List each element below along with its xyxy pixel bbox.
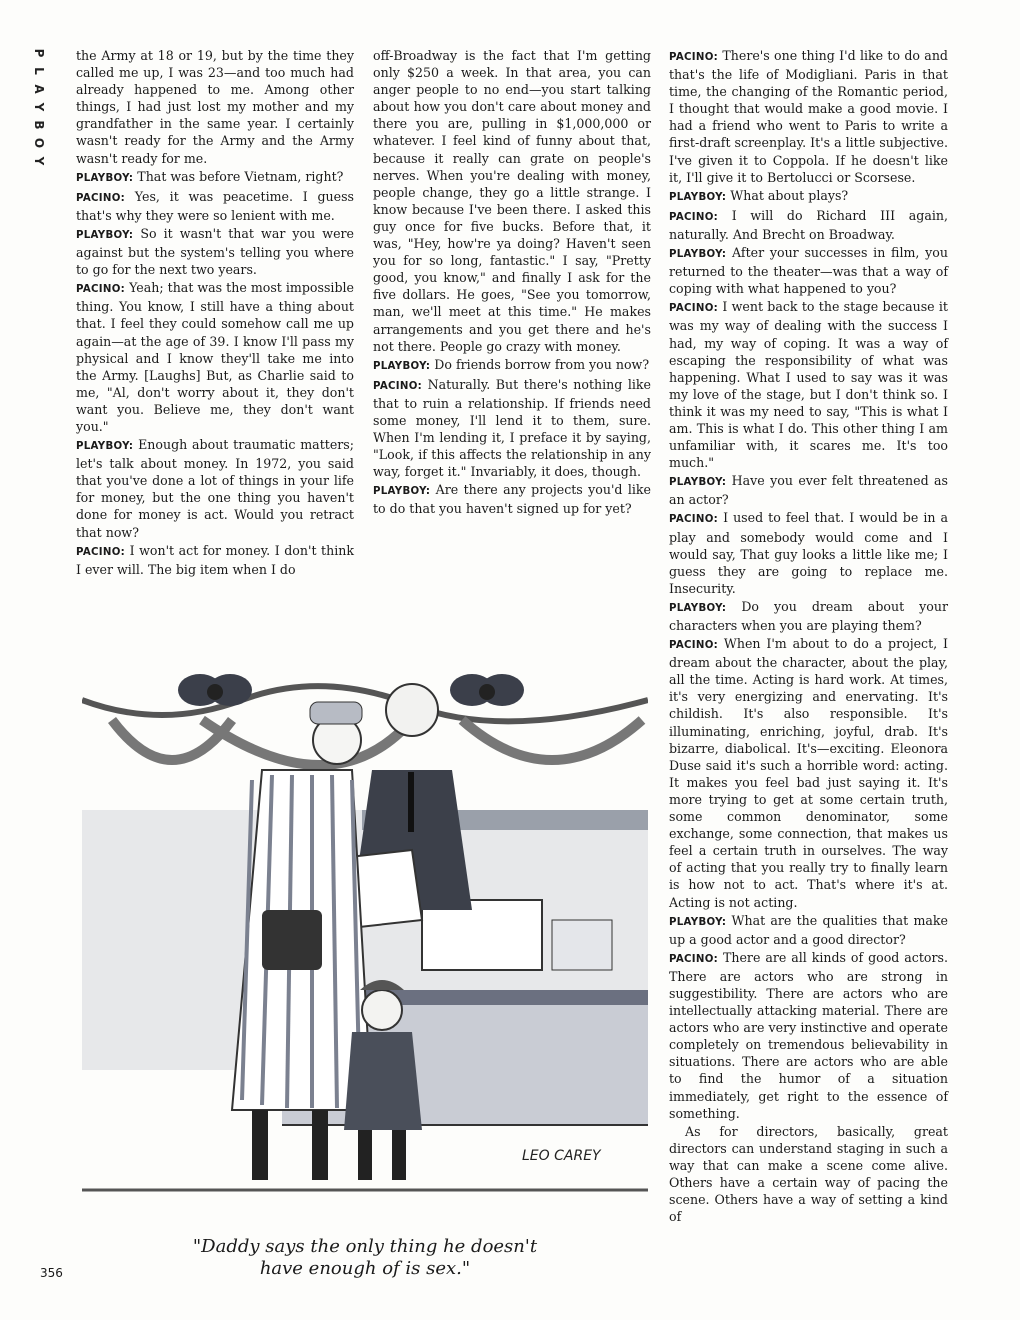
interview-paragraph (669, 635, 948, 911)
paragraph-text: I won't act for money. I don't think I ever will. The big item when I do (76, 542, 354, 577)
paragraph-text: Have you ever felt threatened as an actor? (669, 473, 948, 508)
cartoon-signature: LEO CAREY (522, 1148, 601, 1164)
speaker-label: PLAYBOY: (373, 486, 431, 498)
interview-paragraph (669, 47, 948, 186)
speaker-label: PLAYBOY: (76, 441, 134, 453)
speaker-label: PLAYBOY: (669, 191, 727, 203)
magazine-name-vertical (28, 44, 50, 170)
speaker-label: PACINO: (76, 546, 126, 558)
paragraph-text: I will do Richard III again, naturally. And Brecht on Broadway. (669, 207, 948, 242)
speaker-label: PLAYBOY: (669, 602, 727, 614)
article-column-1 (76, 47, 354, 607)
paragraph-text: Yes, it was peacetime. I guess that's why they were so lenient with me. (76, 188, 354, 223)
paragraph-text: the Army at 18 or 19, but by the time they called me up, I was 23—and too much had already happened to me. Among other things, I had just lost my mother and my grandfather in the same year. I certainly wasn't ready for the Army and the Army wasn't ready for me. (76, 48, 354, 166)
speaker-label: PACINO: (669, 953, 719, 965)
interview-paragraph (669, 472, 948, 508)
speaker-label: PLAYBOY: (669, 477, 727, 489)
interview-paragraph (669, 509, 948, 596)
cartoon-illustration (82, 660, 648, 1228)
interview-paragraph (76, 168, 354, 187)
interview-paragraph (669, 1123, 948, 1226)
interview-paragraph (669, 207, 948, 243)
paragraph-text: off-Broadway is the fact that I'm getting only $250 a week. In that area, you can anger people to no end—you start talking about how you don't care about money and there you are, pulling in $1,000,000 or whatever. I feel kind of funny about that, because it really can grate on people's nerves. When you're dealing with money, people change, they go a little strange. I know because I've been there. I asked this guy once for five bucks. Before that, it was, "Hey, how're ya doing? Haven't seen you for so long, fantastic." I say, "Pretty good, you know," and finally I ask for the five dollars. He goes, "See you tomorrow, man, we'll meet at this time." He makes arrangements and you get there and he's not there. People go crazy with money. (373, 48, 651, 354)
speaker-label: PLAYBOY: (76, 229, 134, 241)
interview-paragraph (373, 376, 651, 481)
paragraph-text: As for directors, basically, great directors can understand staging in such a way that can make a scene come alive. Others have a certain way of pacing the scene. Others have a way of setting a kind of (669, 1123, 948, 1225)
caption-line-1: "Daddy says the only thing he doesn't (192, 1236, 538, 1257)
paragraph-text: Yeah; that was the most impossible thing. You know, I still have a thing about that. I feel they could somehow call me up again—at the age of 39. I know I'll pass my physical and I know they'll take me into the Army. [Laughs] But, as Charlie said to me, "Al, don't worry about it, they don't want you. Believe me, they don't want you." (76, 280, 354, 434)
speaker-label: PACINO: (76, 284, 126, 296)
speaker-label: PACINO: (669, 514, 719, 526)
interview-paragraph (76, 436, 354, 541)
interview-paragraph (76, 279, 354, 435)
paragraph-text: I used to feel that. I would be in a play and somebody would come and I would say, That guy looks a little like me; I guess they are going to replace me. Insecurity. (669, 510, 948, 596)
paragraph-text: Naturally. But there's nothing like that to ruin a relationship. If friends need some money, I'll lend it to them, sure. When I'm lending it, I preface it by saying, "Look, if this affects the relationship in any way, forget it." Invariably, it does, though. (373, 376, 651, 480)
magazine-letter: A (32, 84, 46, 94)
speaker-label: PACINO: (373, 380, 423, 392)
magazine-letter: L (32, 67, 46, 75)
paragraph-text: What about plays? (730, 187, 849, 203)
speaker-label: PACINO: (669, 640, 719, 652)
article-column-3 (669, 47, 948, 1287)
paragraph-text: Enough about traumatic matters; let's talk about money. In 1972, you said that you've done a lot of things in your life for money, but the one thing you haven't done for money is act. Would you retract that now? (76, 437, 354, 540)
interview-paragraph (76, 188, 354, 224)
paragraph-text: What are the qualities that make up a good actor and a good director? (669, 912, 948, 947)
paragraph-text: I went back to the stage because it was my way of dealing with the success I had, my way of coping. It was a way of escaping the responsibility of what was happening. What I used to say was it was my love of the stage, but I don't think so. I think it was my need to say, "This is what I am. This is what I do. This other thing I am unfamiliar with, it scares me. It's too much." (669, 299, 948, 471)
speaker-label: PACINO: (669, 303, 719, 315)
paragraph-text: Are there any projects you'd like to do that you haven't signed up for yet? (373, 482, 651, 517)
interview-paragraph (76, 47, 354, 167)
magazine-letter: O (32, 137, 46, 149)
interview-paragraph (76, 225, 354, 278)
magazine-letter: Y (32, 102, 46, 112)
speaker-label: PACINO: (669, 211, 719, 223)
paragraph-text: When I'm about to do a project, I dream about the character, about the play, all the time. Acting is hard work. At times, it's very energizing and enervating. It's childish. It's also responsible. It's illuminating, enriching, joyful, drab. It's bizarre, diabolical. It's—exciting. Eleonora Duse said it's such a horrible word: acting. It makes you feel bad just saying it. It's more trying to get at some certain truth, some common denominator, some exchange, some connection, that makes us feel a certain truth in ourselves. The way of acting that you really try to finally learn is how not to act. That's where it's at. Acting is not acting. (669, 636, 948, 910)
magazine-letter: Y (32, 156, 46, 166)
interview-paragraph (373, 481, 651, 517)
magazine-letter: P (32, 48, 46, 58)
paragraph-text: Do you dream about your characters when you are playing them? (669, 598, 948, 633)
cartoon-caption (82, 1236, 648, 1280)
paragraph-text: Do friends borrow from you now? (434, 356, 650, 372)
interview-paragraph (669, 244, 948, 297)
paragraph-text: There's one thing I'd like to do and that's the life of Modigliani. Paris in that time, the changing of the Romantic period, I thought that would make a good movie. I had a friend who went to Paris to write a first-draft screenplay. It's a little subjective. I've given it to Coppola. If he doesn't like it, I'll give it to Bertolucci or Scorsese. (669, 48, 948, 185)
interview-paragraph (373, 47, 651, 355)
article-column-2 (373, 47, 651, 607)
speaker-label: PACINO: (669, 52, 719, 63)
page-number: 356 (40, 1266, 63, 1280)
paragraph-text: So it wasn't that war you were against but the system's telling you where to go for the next two years. (76, 225, 354, 278)
paragraph-text: There are all kinds of good actors. There are actors who are strong in suggestibility. There are actors who are intellectually attacking material. There are actors who are very instinctive and operate completely on tremendous believability in situations. There are actors who are able to find the humor of a situation immediately, get right to the essence of something. (669, 949, 948, 1121)
paragraph-text: After your successes in film, you returned to the theater—was that a way of coping with what happened to you? (669, 245, 948, 297)
interview-paragraph (373, 356, 651, 375)
interview-paragraph (76, 542, 354, 578)
speaker-label: PLAYBOY: (76, 172, 134, 184)
interview-paragraph (669, 598, 948, 634)
paragraph-text: That was before Vietnam, right? (137, 168, 344, 184)
interview-paragraph (669, 298, 948, 471)
interview-paragraph (669, 949, 948, 1122)
magazine-letter: B (32, 120, 46, 130)
speaker-label: PLAYBOY: (373, 360, 431, 372)
speaker-label: PACINO: (76, 192, 126, 204)
interview-paragraph (669, 912, 948, 948)
speaker-label: PLAYBOY: (669, 916, 727, 928)
interview-paragraph (669, 187, 948, 206)
caption-line-2: have enough of is sex." (259, 1258, 471, 1279)
speaker-label: PLAYBOY: (669, 249, 727, 261)
